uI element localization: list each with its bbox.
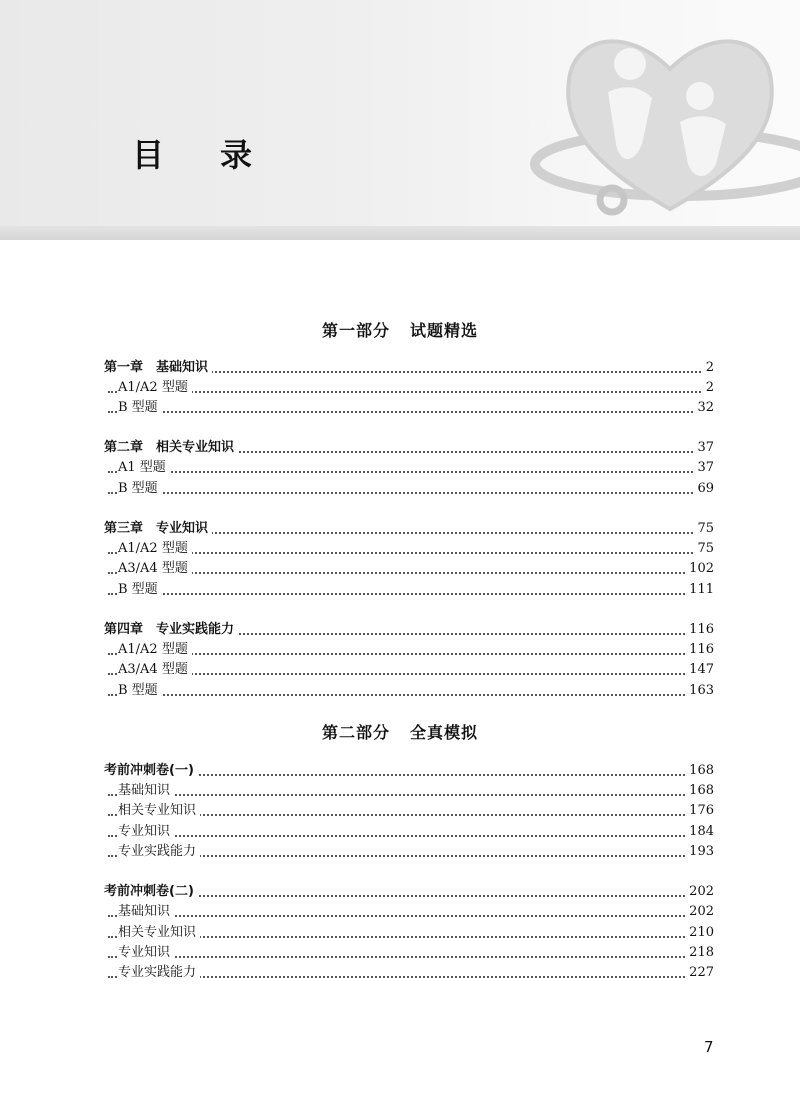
toc-page-number: 147 — [685, 660, 714, 680]
toc-sub-entry[interactable] — [0, 660, 800, 680]
toc-sub-entry[interactable] — [0, 681, 800, 701]
toc-sub-label: 基础知识 — [118, 781, 174, 801]
toc-page-number: 37 — [693, 458, 714, 478]
toc-chapter-entry[interactable] — [0, 882, 800, 902]
toc-page-number: 75 — [693, 519, 714, 539]
toc-page-number: 193 — [685, 842, 714, 862]
toc-sub-entry[interactable] — [0, 539, 800, 559]
leader-dots — [108, 694, 708, 696]
toc-sub-label: A1/A2 型题 — [118, 378, 192, 398]
toc-chapter-entry[interactable] — [0, 519, 800, 539]
toc-page-number: 168 — [685, 761, 714, 781]
leader-dots — [108, 552, 708, 554]
toc-page-number: 2 — [702, 358, 714, 378]
toc-page-number: 116 — [685, 640, 714, 660]
toc-sub-label: A3/A4 型题 — [118, 660, 192, 680]
part-title-2 — [0, 720, 800, 743]
toc-chapter-label: 第二章 相关专业知识 — [104, 438, 238, 458]
toc-sub-label: B 型题 — [118, 479, 162, 499]
leader-dots — [108, 673, 708, 675]
toc-sub-label: A3/A4 型题 — [118, 559, 192, 579]
toc-sub-entry[interactable] — [0, 559, 800, 579]
toc-sub-label: A1 型题 — [118, 458, 170, 478]
toc-page-number: 2 — [702, 378, 714, 398]
toc-page-number: 227 — [685, 963, 714, 983]
toc-page-number: 37 — [693, 438, 714, 458]
part-title-2-name: 全真模拟 — [410, 723, 479, 742]
toc-chapter-label: 考前冲刺卷(一) — [104, 761, 198, 781]
toc-page-number: 218 — [685, 943, 714, 963]
toc-sub-label: 专业知识 — [118, 943, 174, 963]
header-divider — [0, 226, 800, 240]
toc-sub-label: 相关专业知识 — [118, 923, 200, 943]
toc-chapter-entry[interactable] — [0, 620, 800, 640]
part-title-1-name: 试题精选 — [410, 321, 479, 340]
toc-sub-entry[interactable] — [0, 398, 800, 418]
toc-sub-entry[interactable] — [0, 458, 800, 478]
heart-family-stethoscope-icon — [530, 14, 800, 224]
toc-sub-entry[interactable] — [0, 580, 800, 600]
leader-dots — [108, 895, 708, 897]
leader-dots — [108, 391, 708, 393]
leader-dots — [108, 492, 708, 494]
toc-sub-entry[interactable] — [0, 640, 800, 660]
toc-page-number: 69 — [693, 479, 714, 499]
toc-sub-entry[interactable] — [0, 842, 800, 862]
toc-sub-label: A1/A2 型题 — [118, 640, 192, 660]
toc-page-number: 168 — [685, 781, 714, 801]
toc-sub-label: B 型题 — [118, 580, 162, 600]
toc-sub-label: 相关专业知识 — [118, 801, 200, 821]
leader-dots — [108, 593, 708, 595]
toc-sub-entry[interactable] — [0, 378, 800, 398]
toc-chapter-entry[interactable] — [0, 761, 800, 781]
leader-dots — [108, 411, 708, 413]
toc-sub-label: B 型题 — [118, 681, 162, 701]
toc-sub-entry[interactable] — [0, 479, 800, 499]
leader-dots — [108, 794, 708, 796]
toc-chapter-label: 第四章 专业实践能力 — [104, 620, 238, 640]
toc-page-number: 176 — [685, 801, 714, 821]
toc-sub-label: B 型题 — [118, 398, 162, 418]
toc-sub-entry[interactable] — [0, 923, 800, 943]
leader-dots — [108, 653, 708, 655]
toc-page-number: 163 — [685, 681, 714, 701]
page-title-char-2: 录 — [220, 136, 253, 174]
toc-page-number: 202 — [685, 902, 714, 922]
toc-page-number: 75 — [693, 539, 714, 559]
toc-chapter-label: 考前冲刺卷(二) — [104, 882, 198, 902]
leader-dots — [108, 915, 708, 917]
toc-sub-entry[interactable] — [0, 902, 800, 922]
page-number: 7 — [704, 1038, 714, 1056]
leader-dots — [108, 774, 708, 776]
toc-page-number: 210 — [685, 923, 714, 943]
leader-dots — [108, 956, 708, 958]
toc-sub-label: 专业知识 — [118, 822, 174, 842]
toc-page-number: 32 — [693, 398, 714, 418]
toc-sub-label: 基础知识 — [118, 902, 174, 922]
toc-sub-label: 专业实践能力 — [118, 842, 200, 862]
toc-chapter-entry[interactable] — [0, 438, 800, 458]
toc-sub-entry[interactable] — [0, 943, 800, 963]
page-title-char-1: 目 — [132, 136, 165, 174]
toc-page-number: 202 — [685, 882, 714, 902]
toc-page-number: 184 — [685, 822, 714, 842]
toc-sub-entry[interactable] — [0, 963, 800, 983]
toc-chapter-entry[interactable] — [0, 358, 800, 378]
toc-chapter-label: 第三章 专业知识 — [104, 519, 212, 539]
leader-dots — [108, 471, 708, 473]
toc-sub-label: 专业实践能力 — [118, 963, 200, 983]
part-title-2-number: 第二部分 — [321, 723, 390, 742]
part-title-1 — [0, 318, 800, 341]
toc-sub-entry[interactable] — [0, 822, 800, 842]
toc-sub-entry[interactable] — [0, 801, 800, 821]
part-title-1-number: 第一部分 — [321, 321, 390, 340]
page-title — [132, 130, 252, 176]
toc-sub-label: A1/A2 型题 — [118, 539, 192, 559]
toc-page-number: 116 — [685, 620, 714, 640]
leader-dots — [108, 835, 708, 837]
toc-sub-entry[interactable] — [0, 781, 800, 801]
toc-chapter-label: 第一章 基础知识 — [104, 358, 212, 378]
leader-dots — [108, 572, 708, 574]
toc-page-number: 102 — [685, 559, 714, 579]
toc-page-number: 111 — [685, 580, 714, 600]
